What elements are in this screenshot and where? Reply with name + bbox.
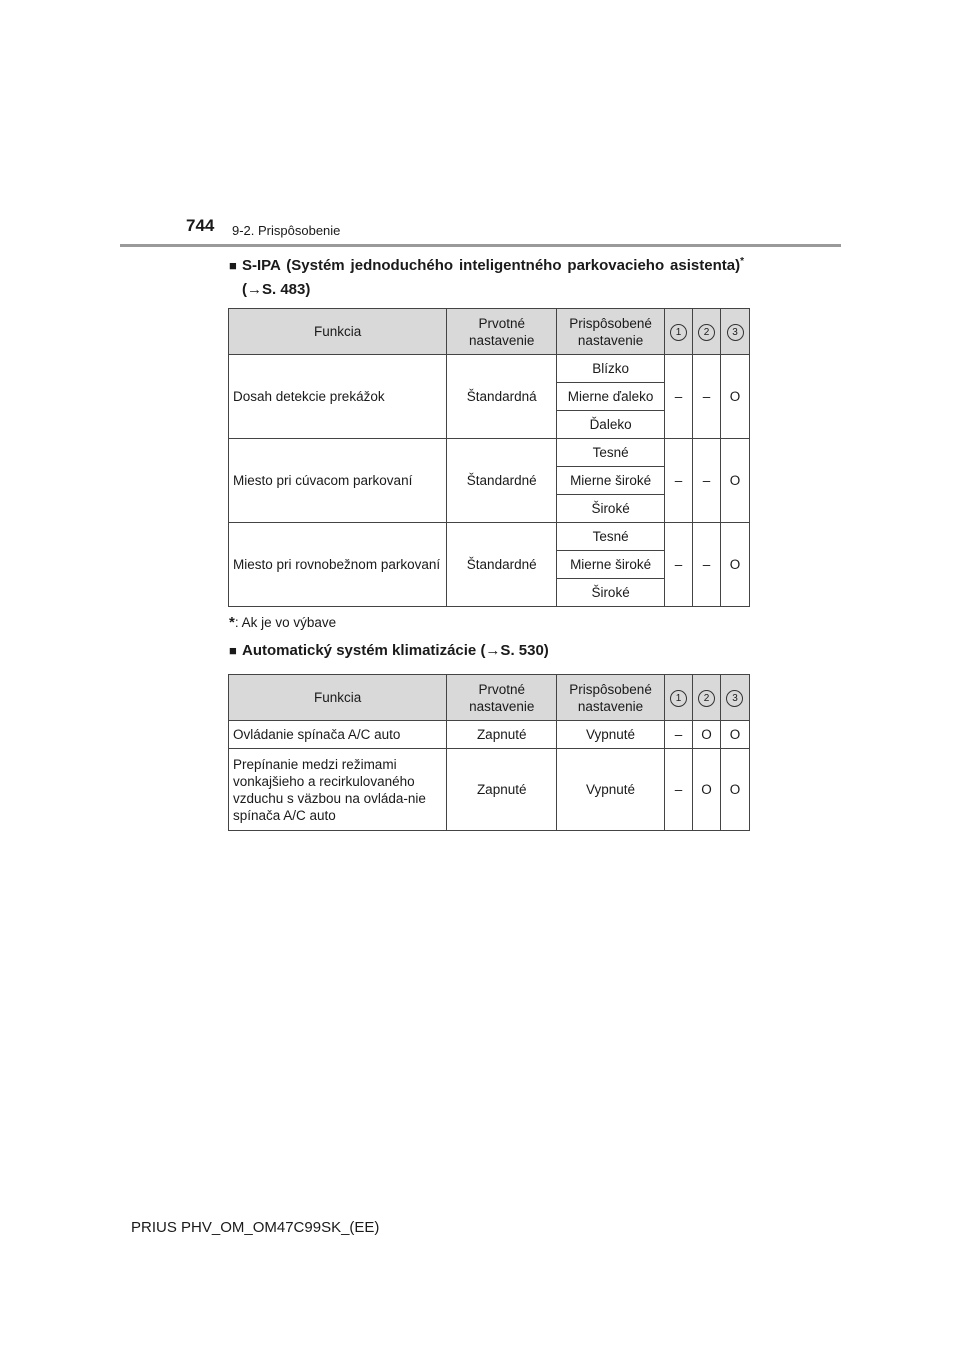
default-cell: Štandardné (447, 523, 557, 607)
method-3-cell: O (720, 749, 749, 831)
custom-cell: Vypnuté (557, 721, 665, 749)
header-method-1 (665, 675, 693, 721)
option-cell: Tesné (557, 523, 665, 551)
circled-number-2-icon: 2 (698, 690, 715, 707)
table-header-row (229, 309, 750, 355)
function-cell: Prepínanie medzi režimami vonkajšieho a recirkulovaného vzduchu s väzbou na ovláda-nie spínača A/C auto (229, 749, 447, 831)
method-3-cell: O (721, 355, 750, 439)
table-row (229, 439, 750, 467)
method-1-cell: – (665, 749, 693, 831)
header-divider (120, 244, 841, 247)
circled-number-2-icon: 2 (698, 324, 715, 341)
default-cell: Štandardné (447, 439, 557, 523)
method-2-cell: – (693, 355, 721, 439)
function-cell: Dosah detekcie prekážok (229, 355, 447, 439)
header-custom-setting: Prispôsobené nastavenie (557, 675, 665, 721)
header-default-setting: Prvotné nastavenie (447, 309, 557, 355)
document-footer: PRIUS PHV_OM_OM47C99SK_(EE) (131, 1219, 380, 1236)
method-3-cell: O (721, 523, 750, 607)
method-3-cell: O (720, 721, 749, 749)
header-method-3 (721, 309, 750, 355)
header-function: Funkcia (229, 309, 447, 355)
header-function: Funkcia (229, 675, 447, 721)
header-custom-setting: Prispôsobené nastavenie (557, 309, 665, 355)
circled-number-3-icon: 3 (726, 690, 743, 707)
asterisk-mark: * (229, 614, 235, 631)
page-reference: (→S. 483) (242, 281, 311, 298)
footnote-text: : Ak je vo výbave (234, 615, 337, 630)
method-3-cell: O (721, 439, 750, 523)
heading-title: Automatický systém klimatizácie (→S. 530) (242, 642, 549, 659)
footnote (229, 614, 336, 631)
table-row (229, 355, 750, 383)
climate-settings-table (228, 674, 750, 831)
circled-number-3-icon: 3 (727, 324, 744, 341)
square-bullet-icon: ■ (229, 258, 237, 273)
asterisk-mark: * (740, 256, 744, 267)
method-2-cell: O (692, 749, 720, 831)
method-2-cell: – (693, 523, 721, 607)
method-1-cell: – (665, 721, 693, 749)
function-cell: Miesto pri rovnobežnom parkovaní (229, 523, 447, 607)
function-cell: Ovládanie spínača A/C auto (229, 721, 447, 749)
s-ipa-settings-table (228, 308, 750, 607)
option-cell: Široké (557, 495, 665, 523)
heading-text (242, 254, 744, 302)
method-2-cell: – (693, 439, 721, 523)
table-row (229, 749, 750, 831)
table-header-row (229, 675, 750, 721)
header-method-1 (665, 309, 693, 355)
function-cell: Miesto pri cúvacom parkovaní (229, 439, 447, 523)
method-1-cell: – (665, 523, 693, 607)
square-bullet-icon: ■ (229, 643, 237, 658)
option-cell: Tesné (557, 439, 665, 467)
heading-title: S-IPA (Systém jednoduchého inteligentného parkovacieho asistenta) (242, 257, 741, 274)
method-1-cell: – (665, 439, 693, 523)
default-cell: Zapnuté (447, 749, 557, 831)
circled-number-1-icon: 1 (670, 690, 687, 707)
option-cell: Široké (557, 579, 665, 607)
default-cell: Štandardná (447, 355, 557, 439)
section-title: 9-2. Prispôsobenie (232, 223, 341, 238)
option-cell: Mierne široké (557, 551, 665, 579)
custom-cell: Vypnuté (557, 749, 665, 831)
option-cell: Ďaleko (557, 411, 665, 439)
option-cell: Mierne ďaleko (557, 383, 665, 411)
default-cell: Zapnuté (447, 721, 557, 749)
method-2-cell: O (692, 721, 720, 749)
method-1-cell: – (665, 355, 693, 439)
table-row (229, 721, 750, 749)
header-method-3 (720, 675, 749, 721)
header-method-2 (692, 675, 720, 721)
table-row (229, 523, 750, 551)
header-default-setting: Prvotné nastavenie (447, 675, 557, 721)
option-cell: Mierne široké (557, 467, 665, 495)
circled-number-1-icon: 1 (670, 324, 687, 341)
option-cell: Blízko (557, 355, 665, 383)
page-number: 744 (186, 216, 215, 235)
header-method-2 (693, 309, 721, 355)
